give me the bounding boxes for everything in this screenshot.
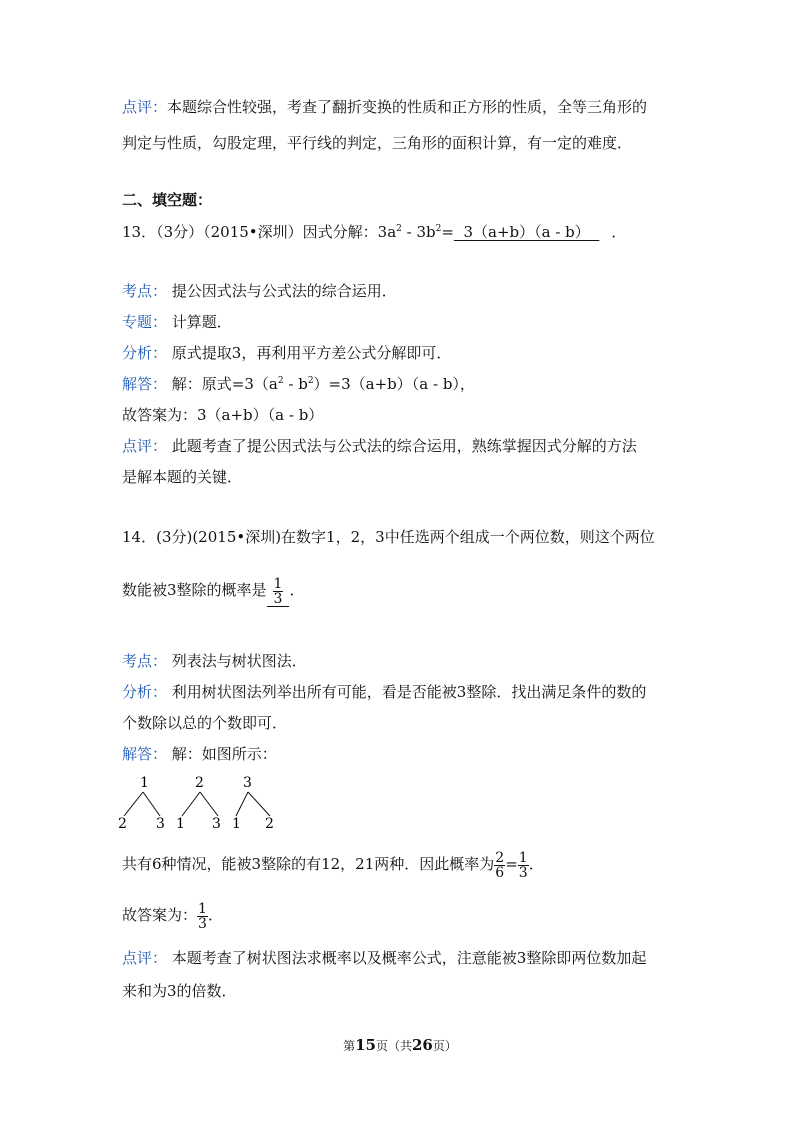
q13-comment-line2: 是解本题的关键． bbox=[122, 468, 243, 486]
tree-diagram-1 bbox=[118, 774, 168, 836]
jieda-a: 解：原式=3（a bbox=[171, 375, 278, 393]
footer-pre: 第 bbox=[343, 1039, 356, 1053]
footer-mid: 页（共 bbox=[375, 1039, 412, 1053]
tree-branch bbox=[248, 792, 270, 816]
kaodian-text: 列表法与树状图法． bbox=[171, 652, 307, 670]
q14-comment-line2: 来和为3的倍数． bbox=[122, 982, 237, 1000]
result-period: ． bbox=[528, 855, 544, 873]
tree-leaf: 1 bbox=[232, 816, 241, 832]
numerator: 2 bbox=[495, 849, 505, 866]
tree-branch bbox=[236, 792, 248, 816]
tree-branch bbox=[143, 792, 160, 816]
fraction-1-3 bbox=[518, 851, 529, 880]
denominator: 3 bbox=[198, 915, 207, 932]
tree-leaf: 3 bbox=[212, 816, 221, 832]
fenxi-tag: 分析： bbox=[122, 344, 168, 362]
q14-answer-fraction bbox=[273, 577, 284, 606]
q14-answer-blank bbox=[267, 577, 290, 607]
q14-question-line1: 14．(3分)(2015•深圳)在数字1，2，3中任选两个组成一个两位数，则这个两位 bbox=[122, 528, 655, 546]
q13-final-answer: 故答案为：3（a+b）（a - b） bbox=[122, 406, 324, 424]
tree-diagram-3 bbox=[232, 774, 282, 836]
total-pages: 26 bbox=[412, 1036, 433, 1054]
fenxi-tag: 分析： bbox=[122, 683, 168, 701]
kaodian-text: 提公因式法与公式法的综合运用． bbox=[171, 282, 397, 300]
q14-period: ． bbox=[289, 581, 305, 599]
page-footer bbox=[0, 1036, 800, 1054]
q14-comment-line1 bbox=[122, 948, 646, 968]
final-text: 故答案为： bbox=[122, 906, 198, 924]
q13-jieda bbox=[122, 374, 475, 394]
tree-diagram-2 bbox=[176, 774, 226, 836]
fraction-2-6 bbox=[494, 851, 505, 880]
q14-jieda bbox=[122, 744, 277, 764]
q14-question-line2 bbox=[122, 574, 304, 607]
tree-leaf: 1 bbox=[176, 816, 185, 832]
tree-leaf: 2 bbox=[265, 816, 274, 832]
page-number: 15 bbox=[355, 1036, 376, 1054]
q14-final-answer bbox=[122, 898, 223, 932]
kaodian-tag: 考点： bbox=[122, 282, 168, 300]
comment-text: 此题考查了提公因式法与公式法的综合运用，熟练掌握因式分解的方法 bbox=[171, 437, 637, 455]
footer-post: 页） bbox=[432, 1039, 457, 1053]
tree-root: 2 bbox=[195, 775, 204, 791]
exponent: 2 bbox=[277, 376, 284, 386]
tree-leaf: 3 bbox=[156, 816, 165, 832]
q14-fenxi-line2: 个数除以总的个数即可． bbox=[122, 714, 288, 732]
denominator: 3 bbox=[273, 590, 283, 607]
q14-question-text: 数能被3整除的概率是 bbox=[122, 581, 267, 599]
tree-branch bbox=[124, 792, 143, 816]
q14-fenxi-line1 bbox=[122, 682, 646, 702]
exponent: 2 bbox=[396, 224, 402, 234]
denominator: 6 bbox=[495, 864, 505, 881]
zhuanti-tag: 专题： bbox=[122, 313, 168, 331]
zhuanti-text: 计算题． bbox=[171, 313, 232, 331]
q13-eq: = bbox=[441, 223, 454, 241]
comment-tag: 点评： bbox=[122, 98, 168, 116]
q13-zhuanti bbox=[122, 312, 232, 332]
numerator: 1 bbox=[273, 575, 283, 592]
result-text: 共有6种情况，能被3整除的有12，21两种．因此概率为 bbox=[122, 855, 495, 873]
q14-result bbox=[122, 847, 544, 881]
tree-root: 1 bbox=[140, 775, 149, 791]
q13-head: 13．（3分）（2015•深圳）因式分解：3a bbox=[122, 223, 397, 241]
fenxi-text: 原式提取3，再利用平方差公式分解即可． bbox=[171, 344, 452, 362]
denominator: 3 bbox=[518, 864, 528, 881]
q13-question bbox=[122, 222, 626, 242]
numerator: 1 bbox=[198, 900, 207, 917]
q14-kaodian bbox=[122, 651, 307, 671]
jieda-c: ）=3（a+b）（a - b）， bbox=[313, 375, 475, 393]
exponent: 2 bbox=[435, 224, 442, 234]
section-heading: 二、填空题： bbox=[122, 191, 213, 209]
comment-text: 本题综合性较强，考查了翻折变换的性质和正方形的性质，全等三角形的 bbox=[167, 98, 648, 116]
tree-root: 3 bbox=[243, 775, 252, 791]
exponent: 2 bbox=[307, 376, 314, 386]
q12-comment-line1 bbox=[122, 97, 647, 117]
comment-tag: 点评： bbox=[122, 437, 168, 455]
q12-comment-line2: 判定与性质，勾股定理，平行线的判定，三角形的面积计算，有一定的难度． bbox=[122, 134, 633, 152]
q13-period: ． bbox=[611, 223, 627, 241]
final-period: ． bbox=[207, 906, 223, 924]
comment-tag: 点评： bbox=[122, 949, 168, 967]
kaodian-tag: 考点： bbox=[122, 652, 168, 670]
comment-text: 本题考查了树状图法求概率以及概率公式，注意能被3整除即两位数加起 bbox=[171, 949, 647, 967]
q13-answer: 3（a+b）（a - b） bbox=[453, 223, 600, 241]
q13-fenxi bbox=[122, 343, 451, 363]
tree-branch bbox=[182, 792, 200, 816]
jieda-tag: 解答： bbox=[122, 375, 168, 393]
jieda-tag: 解答： bbox=[122, 745, 168, 763]
q13-kaodian bbox=[122, 281, 397, 301]
final-fraction bbox=[197, 902, 208, 931]
q13-comment-line1 bbox=[122, 436, 637, 456]
q13-head-mid: - 3b bbox=[401, 223, 436, 241]
jieda-text: 解：如图所示： bbox=[171, 745, 277, 763]
tree-branch bbox=[200, 792, 218, 816]
equals: = bbox=[505, 855, 518, 873]
jieda-b: - b bbox=[283, 375, 308, 393]
fenxi-text: 利用树状图法列举出所有可能，看是否能被3整除．找出满足条件的数的 bbox=[171, 683, 647, 701]
numerator: 1 bbox=[518, 849, 528, 866]
tree-leaf: 2 bbox=[118, 816, 127, 832]
